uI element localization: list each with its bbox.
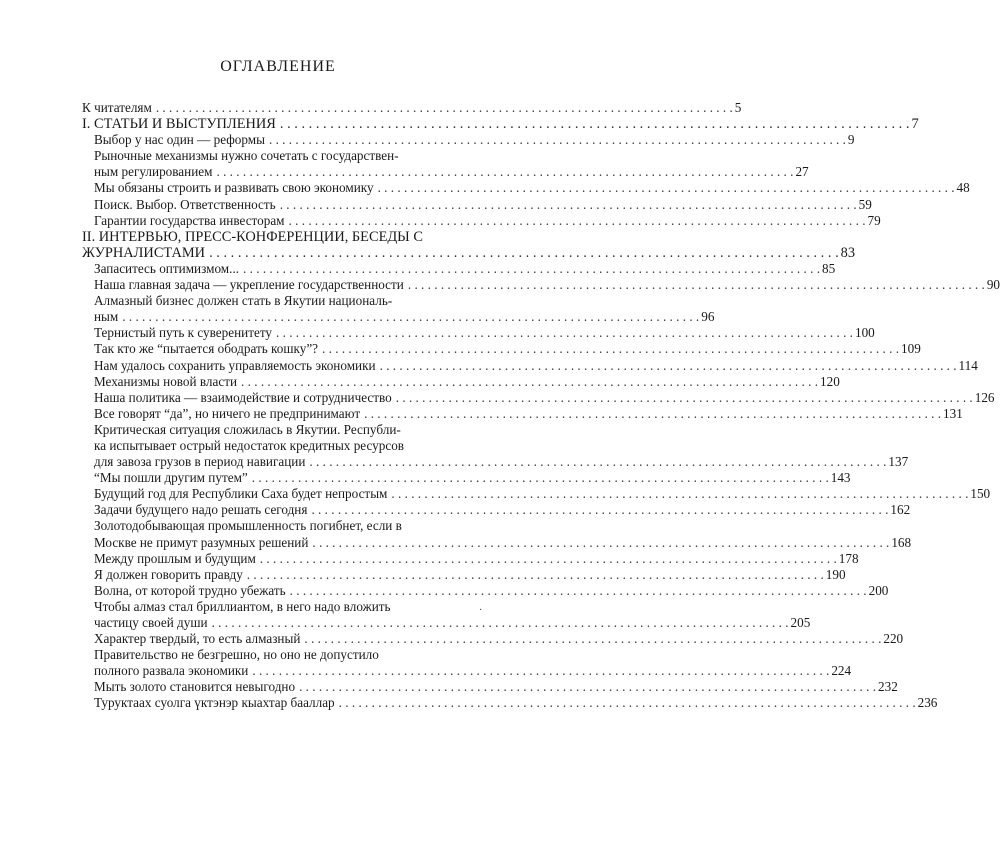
toc-entry <box>82 293 715 325</box>
toc-entry-last-line <box>82 116 919 133</box>
toc-entry-title: Наша политика — взаимодействие и сотрудничество <box>94 389 392 405</box>
toc-entry <box>82 132 855 148</box>
toc-list <box>82 100 1000 712</box>
toc-entry-last-line <box>94 534 912 551</box>
toc-entry <box>82 100 742 116</box>
toc-entry-title: Тернистый путь к суверенитету <box>94 325 273 341</box>
toc-page-number: 79 <box>867 212 881 228</box>
toc-entry-title: Нам удалось сохранить управляемость экономики <box>94 357 376 373</box>
dot-leader <box>276 197 857 213</box>
toc-entry <box>82 518 912 550</box>
dot-leader <box>276 116 910 132</box>
toc-page-number: 109 <box>901 341 921 357</box>
toc-entry-title: Между прошлым и будущим <box>94 550 256 566</box>
toc-page-number: 232 <box>878 679 898 695</box>
toc-page-number: 48 <box>956 180 970 196</box>
toc-entry-last-line <box>82 100 742 116</box>
toc-entry-last-line <box>94 196 872 213</box>
toc-entry-title: Наша главная задача — укрепление государственности <box>94 277 404 293</box>
toc-entry-last-line <box>94 454 909 470</box>
dot-leader <box>265 132 846 148</box>
toc-entry-title: ным <box>94 309 119 325</box>
toc-entry-last-line <box>94 164 809 180</box>
toc-entry-title: Характер твердый, то есть алмазный <box>94 631 301 647</box>
toc-entry <box>82 566 846 583</box>
toc-page-number: 224 <box>831 663 852 679</box>
toc-entry-title: Москве не примут разумных решений <box>94 534 309 550</box>
toc-entry-title: ным регулированием <box>94 164 213 180</box>
toc-entry-last-line <box>94 373 840 390</box>
toc-entry <box>82 470 851 486</box>
toc-entry-last-line <box>94 550 859 567</box>
toc-entry-last-line <box>94 277 1000 293</box>
toc-entry <box>82 550 859 567</box>
toc-entry <box>82 695 938 711</box>
toc-page-number: 120 <box>820 373 840 389</box>
toc-page-number: 137 <box>888 454 909 470</box>
toc-entry-line: Правительство не безгрешно, но оно не допустило <box>94 647 379 663</box>
toc-entry-title: Волна, от которой трудно убежать <box>94 582 286 598</box>
dot-leader <box>307 502 888 518</box>
toc-entry-line: Алмазный бизнес должен стать в Якутии националь- <box>94 293 393 309</box>
toc-entry-title: Я должен говорить правду <box>94 566 243 582</box>
toc-entry-title: частицу своей души <box>94 615 208 630</box>
toc-entry-last-line <box>94 309 715 325</box>
toc-entry-title: Механизмы новой власти <box>94 373 238 389</box>
toc-entry-line: II. ИНТЕРВЬЮ, ПРЕСС-КОНФЕРЕНЦИИ, БЕСЕДЫ С <box>82 228 423 245</box>
toc-entry-last-line <box>94 566 846 583</box>
toc-page-number: 90 <box>986 277 1000 293</box>
toc-entry <box>82 405 963 422</box>
toc-page-number: 27 <box>795 164 809 180</box>
dot-leader <box>295 679 876 695</box>
toc-page-number: 220 <box>883 631 904 647</box>
toc-entry-title: Будущий год для Республики Саха будет непростым <box>94 486 388 502</box>
toc-page-number: 205 <box>790 615 811 630</box>
toc-entry-line: Золотодобывающая промышленность погибнет, если в <box>94 518 402 534</box>
toc-entry-title: К читателям <box>82 100 152 115</box>
toc-page-number: 85 <box>822 260 836 276</box>
toc-entry-last-line <box>94 631 904 647</box>
toc-entry <box>82 631 904 647</box>
toc-entry-last-line <box>94 615 811 631</box>
toc-entry-last-line <box>94 695 938 711</box>
toc-entry-last-line <box>94 486 991 502</box>
dot-leader <box>360 406 941 422</box>
toc-entry-last-line <box>94 260 836 277</box>
dot-leader <box>335 695 916 711</box>
dot-leader <box>374 180 955 196</box>
toc-entry <box>82 325 875 341</box>
dot-leader <box>248 470 829 486</box>
toc-entry-title: Гарантии государства инвесторам <box>94 212 285 228</box>
toc-page-number: 96 <box>701 309 715 325</box>
toc-page-number: 83 <box>840 244 856 261</box>
toc-entry-line: Рыночные механизмы нужно сочетать с государствен- <box>94 148 399 164</box>
dot-leader <box>152 100 733 116</box>
toc-entry <box>82 180 970 196</box>
page-title: ОГЛАВЛЕНИЕ <box>220 58 336 75</box>
dot-leader <box>118 309 699 325</box>
dot-leader <box>243 567 824 583</box>
toc-page-number: 168 <box>891 534 912 550</box>
toc-page-number: 126 <box>974 389 995 405</box>
dot-leader <box>376 358 957 374</box>
toc-entry <box>82 389 995 406</box>
toc-entry <box>82 277 1000 293</box>
toc-entry <box>82 647 852 679</box>
toc-entry-title: Задачи будущего надо решать сегодня <box>94 502 308 518</box>
toc-entry <box>82 341 921 357</box>
toc-entry-last-line <box>94 357 978 374</box>
toc-entry-title: Туруктаах суолга үктэнэр кыахтар бааллар <box>94 695 335 711</box>
dot-leader <box>318 341 899 357</box>
toc-page-number: 150 <box>970 486 991 502</box>
toc-entry <box>82 679 898 695</box>
toc-entry <box>82 260 836 277</box>
toc-entry-title: полного развала экономики <box>94 663 249 679</box>
dot-leader <box>256 551 837 567</box>
dot-leader <box>205 245 839 261</box>
toc-entry-title: Мыть золото становится невыгодно <box>94 679 296 695</box>
toc-entry-line: Критическая ситуация сложилась в Якутии. Республи- <box>94 421 401 437</box>
toc-entry <box>82 212 881 229</box>
toc-page-number: 59 <box>858 196 872 212</box>
dot-leader <box>212 164 793 180</box>
toc-entry-last-line <box>94 325 875 341</box>
toc-section-heading <box>82 116 919 133</box>
toc-entry-last-line <box>94 679 898 695</box>
dot-leader <box>237 374 818 390</box>
toc-entry-last-line <box>82 244 856 261</box>
toc-section-heading <box>82 228 856 261</box>
toc-entry <box>82 196 872 213</box>
dot-leader <box>404 277 985 293</box>
dot-leader <box>392 390 973 406</box>
toc-entry-last-line <box>94 341 921 357</box>
dot-leader <box>272 325 853 341</box>
toc-entry-line: ка испытывает острый недостаток кредитных ресурсов <box>94 437 405 453</box>
toc-entry <box>82 486 991 502</box>
toc-entry-last-line <box>94 405 963 422</box>
toc-entry-title: ЖУРНАЛИСТАМИ <box>82 244 206 261</box>
toc-entry-title: “Мы пошли другим путем” <box>94 470 248 486</box>
toc-entry-last-line <box>94 582 889 599</box>
toc-entry-last-line <box>94 470 851 486</box>
toc-page-number: 5 <box>734 100 742 115</box>
toc-page-number: 131 <box>943 405 963 421</box>
toc-entry-title: для завоза грузов в период навигации <box>94 454 306 470</box>
toc-page-number: 236 <box>917 695 938 711</box>
toc-entry-title: Поиск. Выбор. Ответственность <box>94 196 276 212</box>
dot-leader <box>285 213 866 229</box>
dot-leader <box>300 631 881 647</box>
toc-entry-last-line <box>94 180 970 196</box>
toc-entry-title: I. СТАТЬИ И ВЫСТУПЛЕНИЯ <box>82 116 276 133</box>
toc-page-number: 200 <box>868 582 889 598</box>
toc-entry-title: Выбор у нас один — реформы <box>94 132 265 148</box>
dot-leader <box>239 261 820 277</box>
toc-entry <box>82 148 809 180</box>
toc-page-number: 190 <box>825 566 846 582</box>
toc-page-number: 9 <box>847 132 855 148</box>
toc-entry <box>82 582 889 599</box>
toc-page-number: 143 <box>830 470 851 486</box>
toc-entry-last-line <box>94 663 852 679</box>
toc-entry-last-line <box>94 502 911 518</box>
toc-entry <box>82 421 909 470</box>
dot-leader <box>305 454 886 470</box>
toc-entry <box>82 373 840 390</box>
toc-entry-title: Мы обязаны строить и развивать свою экономику <box>94 180 374 196</box>
toc-entry-title: Так кто же “пытается ободрать кошку”? <box>94 341 319 357</box>
toc-entry-last-line <box>94 389 995 406</box>
toc-page-number: 114 <box>958 357 978 373</box>
dot-leader <box>308 535 889 551</box>
dot-leader <box>208 615 789 631</box>
toc-page-number: 178 <box>838 550 859 566</box>
toc-entry-title: Запаситесь оптимизмом... <box>94 260 240 276</box>
dot-leader <box>248 663 829 679</box>
toc-entry-last-line <box>94 132 855 148</box>
dot-leader <box>286 583 867 599</box>
toc-page-number: 162 <box>890 502 911 518</box>
toc-page-number: 100 <box>854 325 875 341</box>
toc-entry-title: Все говорят “да”, но ничего не предпринимают <box>94 405 361 421</box>
toc-entry <box>82 502 911 518</box>
toc-page-number: 7 <box>911 116 919 133</box>
toc-entry-last-line <box>94 212 881 229</box>
toc-entry-line: Чтобы алмаз стал бриллиантом, в него надо вложить <box>94 598 391 614</box>
stray-mark: · <box>479 605 483 616</box>
toc-entry <box>82 357 978 374</box>
toc-entry <box>82 598 811 631</box>
dot-leader <box>387 486 968 502</box>
